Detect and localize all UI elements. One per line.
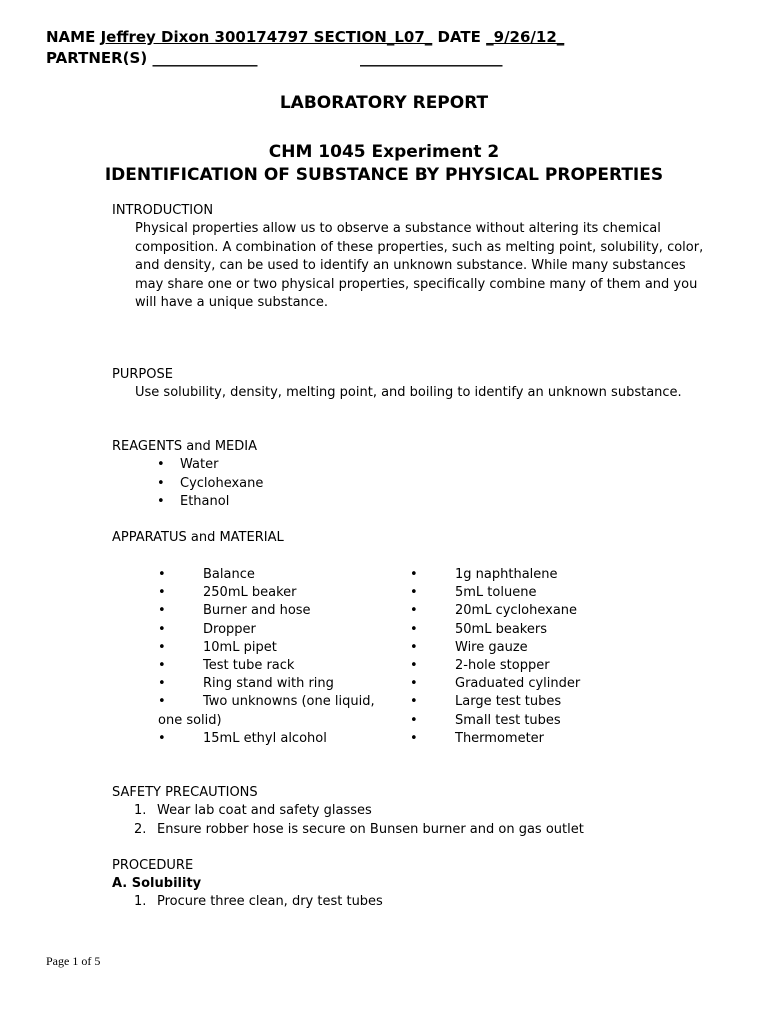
name-label: NAME xyxy=(46,28,96,46)
report-title: LABORATORY REPORT xyxy=(279,93,489,113)
name-value: Jeffrey Dixon 300174797 SECTION_L07_ xyxy=(100,28,433,46)
bullet-icon: • xyxy=(410,658,418,674)
list-item: 1. Wear lab coat and safety glasses xyxy=(134,803,372,818)
reagents-list xyxy=(157,456,263,512)
bullet-icon: • xyxy=(410,730,418,746)
list-item: • Burner and hose xyxy=(158,602,398,620)
bullet-icon: • xyxy=(158,585,166,601)
list-item: • 250mL beaker xyxy=(158,584,398,602)
bullet-icon: • xyxy=(158,567,166,582)
list-item: • Large test tubes xyxy=(410,693,650,711)
procedure-list xyxy=(134,893,383,912)
partners-blank-1: ______________ xyxy=(152,49,258,67)
partners-blank-2: ___________________ xyxy=(360,49,503,67)
introduction-line: Physical properties allow us to observe a substance without altering its chemical xyxy=(135,221,661,236)
course-title: CHM 1045 Experiment 2 xyxy=(268,142,500,162)
bullet-icon: • xyxy=(158,676,166,692)
list-item: • Small test tubes xyxy=(410,712,650,730)
page-number: Page 1 of 5 xyxy=(46,954,101,968)
reagents-heading: REAGENTS and MEDIA xyxy=(112,439,258,454)
list-item: • 1g naphthalene xyxy=(410,566,650,584)
bullet-icon: • xyxy=(158,730,166,746)
date-label: DATE xyxy=(437,28,481,46)
list-item: • Cyclohexane xyxy=(157,475,263,494)
bullet-icon: • xyxy=(410,603,418,619)
introduction-body xyxy=(135,220,703,313)
list-item: • 15mL ethyl alcohol xyxy=(158,730,398,748)
list-item: • 50mL beakers xyxy=(410,621,650,639)
bullet-icon: • xyxy=(410,712,418,728)
bullet-icon: • xyxy=(410,585,418,601)
purpose-heading: PURPOSE xyxy=(112,367,173,382)
bullet-icon: • xyxy=(158,639,166,655)
introduction-line: and density, can be used to identify an unknown substance. While many substances xyxy=(135,258,686,273)
list-item-wrap: one solid) xyxy=(158,712,222,728)
procedure-heading: PROCEDURE xyxy=(112,858,194,873)
bullet-icon: • xyxy=(157,494,165,509)
list-item: • 10mL pipet xyxy=(158,639,398,657)
list-item: • Test tube rack xyxy=(158,657,398,675)
bullet-icon: • xyxy=(157,457,165,472)
list-item: • Thermometer xyxy=(410,730,650,748)
bullet-icon: • xyxy=(157,475,165,491)
apparatus-right-list xyxy=(410,566,650,748)
apparatus-heading: APPARATUS and MATERIAL xyxy=(112,530,284,545)
safety-list xyxy=(134,802,584,839)
header-name-line xyxy=(46,28,564,46)
bullet-icon: • xyxy=(410,621,418,637)
apparatus-left-list xyxy=(158,566,398,748)
list-item: • Graduated cylinder xyxy=(410,675,650,693)
list-item: 2. Ensure robber hose is secure on Bunsen burner and on gas outlet xyxy=(134,821,584,837)
bullet-icon: • xyxy=(410,676,418,692)
header-partners-line xyxy=(46,49,257,67)
list-item: • 20mL cyclohexane xyxy=(410,602,650,620)
introduction-line: will have a unique substance. xyxy=(135,295,329,310)
introduction-line: composition. A combination of these properties, such as melting point, solubility, color, xyxy=(135,239,704,255)
list-item: • 2-hole stopper xyxy=(410,657,650,675)
bullet-icon: • xyxy=(158,603,166,619)
bullet-icon: • xyxy=(410,567,418,582)
list-item: • Water xyxy=(157,456,263,475)
procedure-subheading: A. Solubility xyxy=(112,876,202,891)
experiment-title: IDENTIFICATION OF SUBSTANCE BY PHYSICAL PROPERTIES xyxy=(104,165,664,185)
list-item: 1. Procure three clean, dry test tubes xyxy=(134,894,383,909)
introduction-heading: INTRODUCTION xyxy=(112,203,214,218)
purpose-text: Use solubility, density, melting point, and boiling to identify an unknown substance. xyxy=(135,385,682,400)
list-item: • Wire gauze xyxy=(410,639,650,657)
bullet-icon: • xyxy=(410,639,418,655)
partners-label: PARTNER(S) xyxy=(46,49,148,67)
bullet-icon: • xyxy=(158,694,166,710)
list-item: • Ethanol xyxy=(157,493,263,512)
list-item: • Balance xyxy=(158,566,398,584)
bullet-icon: • xyxy=(410,694,418,710)
bullet-icon: • xyxy=(158,621,166,637)
safety-heading: SAFETY PRECAUTIONS xyxy=(112,785,258,800)
introduction-line: may share one or two physical properties, specifically combine many of them and you xyxy=(135,276,698,292)
list-item: • 5mL toluene xyxy=(410,584,650,602)
list-item: • Ring stand with ring xyxy=(158,675,398,693)
list-item: • Two unknowns (one liquid, xyxy=(158,693,398,711)
list-item: • Dropper xyxy=(158,621,398,639)
date-value: _9/26/12_ xyxy=(486,28,565,46)
bullet-icon: • xyxy=(158,658,166,674)
